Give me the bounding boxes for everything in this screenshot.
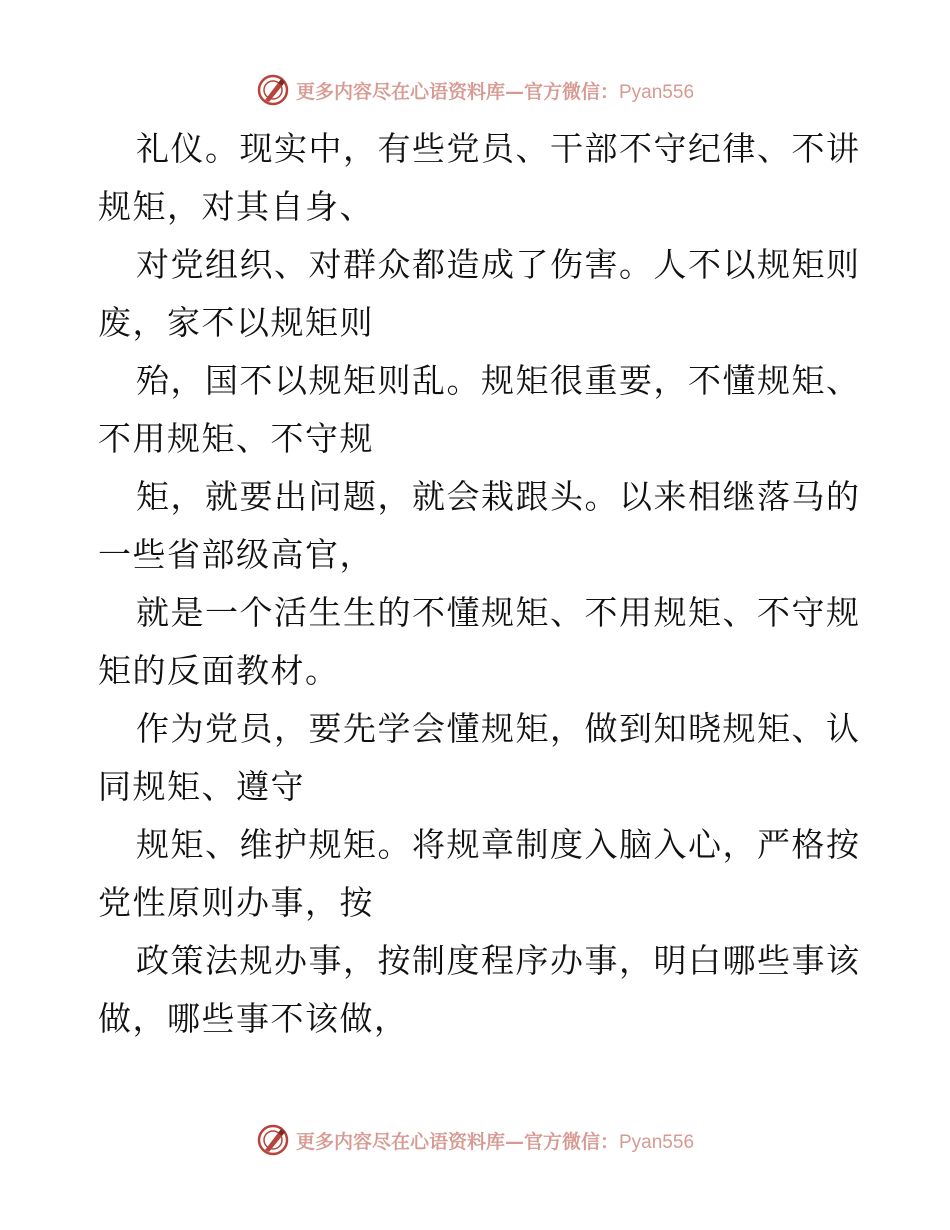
paragraph (98, 120, 861, 236)
watermark-wechat-id: Pyan556 (619, 81, 695, 103)
text-line: 不用规矩、不守规 (98, 419, 374, 458)
text-line: 一些省部级高官， (98, 535, 374, 574)
text-line: 政策法规办事，按制度程序办事，明白哪些事该 (136, 941, 861, 980)
watermark-wechat-id: Pyan556 (619, 1131, 695, 1153)
watermark-text: 更多内容尽在心语资料库—官方微信：Pyan556 (295, 1130, 695, 1153)
paragraph (98, 584, 861, 700)
pen-logo-icon (256, 1123, 290, 1157)
text-line: 矩，就要出问题，就会栽跟头。以来相继落马的 (136, 477, 861, 516)
paragraph (98, 816, 861, 932)
text-line: 废，家不以规矩则 (98, 303, 374, 342)
pen-logo-icon (256, 73, 290, 107)
text-line: 殆，国不以规矩则乱。规矩很重要，不懂规矩、 (136, 361, 861, 400)
text-line: 矩的反面教材。 (98, 651, 340, 690)
text-line: 规矩，对其自身、 (98, 187, 374, 226)
paragraph (98, 468, 861, 584)
header-watermark (0, 70, 950, 110)
watermark-text: 更多内容尽在心语资料库—官方微信：Pyan556 (295, 80, 695, 103)
footer-watermark (0, 1120, 950, 1160)
text-line: 同规矩、遵守 (98, 767, 305, 806)
text-line: 就是一个活生生的不懂规矩、不用规矩、不守规 (136, 593, 861, 632)
text-line: 规矩、维护规矩。将规章制度入脑入心，严格按 (136, 825, 861, 864)
text-line: 礼仪。现实中，有些党员、干部不守纪律、不讲 (136, 129, 861, 168)
document-body (98, 120, 861, 1048)
paragraph (98, 352, 861, 468)
text-line: 作为党员，要先学会懂规矩，做到知晓规矩、认 (136, 709, 861, 748)
paragraph (98, 236, 861, 352)
text-line: 对党组织、对群众都造成了伤害。人不以规矩则 (136, 245, 861, 284)
paragraph (98, 700, 861, 816)
paragraph (98, 932, 861, 1048)
text-line: 党性原则办事，按 (98, 883, 374, 922)
text-line: 做，哪些事不该做， (98, 999, 409, 1038)
